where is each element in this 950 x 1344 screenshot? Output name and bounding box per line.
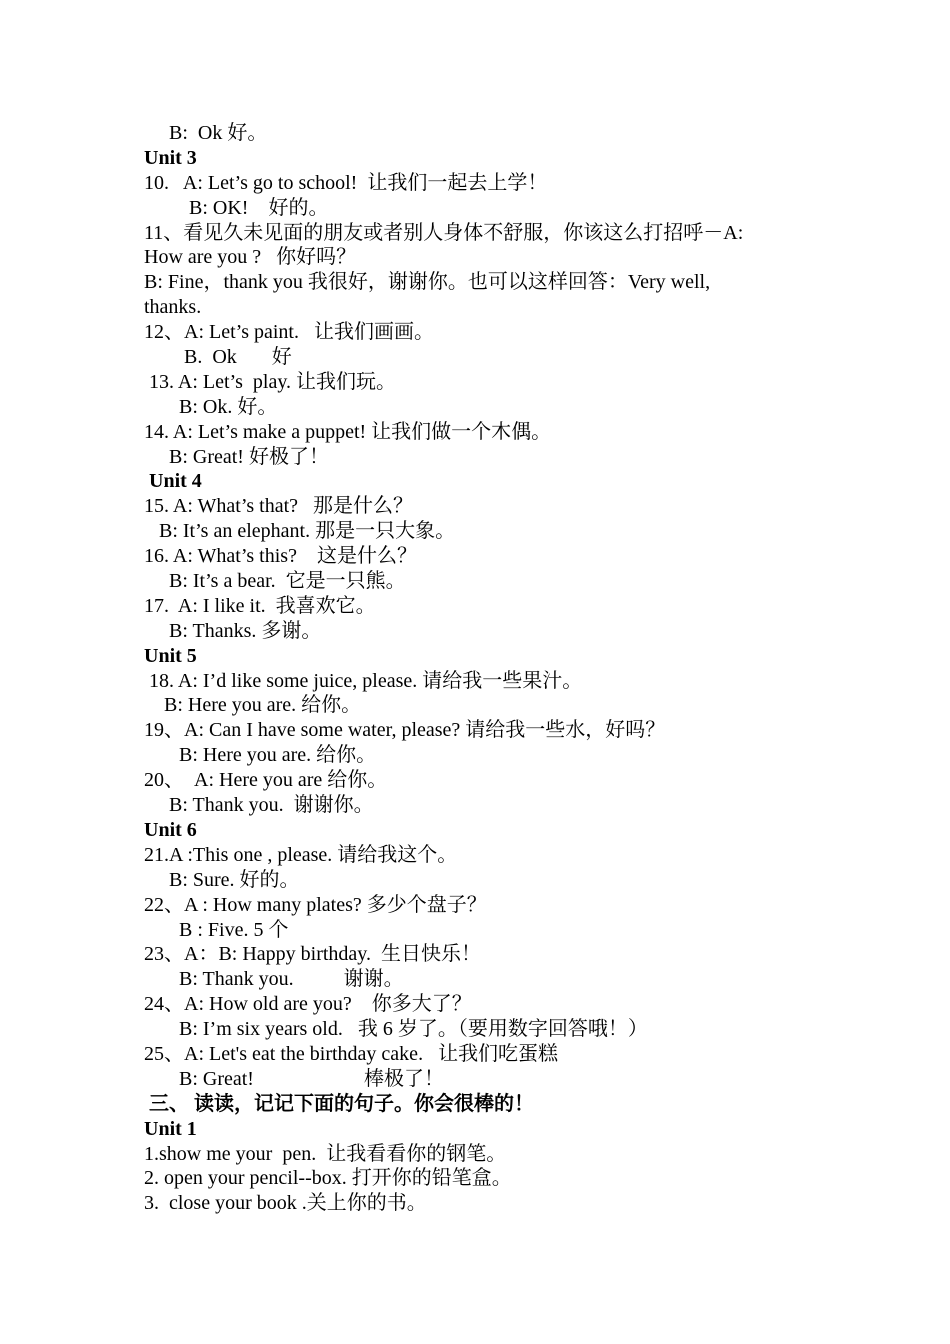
document-page	[144, 121, 808, 1216]
sentence-line: 3. close your book .关上你的书。	[144, 1192, 427, 1215]
dialogue-line: 16. A: What’s this? 这是什么？	[144, 545, 417, 568]
dialogue-line: B: Here you are. 给你。	[144, 694, 362, 717]
dialogue-line: B: It’s a bear. 它是一只熊。	[144, 570, 406, 593]
dialogue-line: 19、A: Can I have some water, please? 请给我一些水，好吗？	[144, 719, 666, 742]
sentence-line: 2. open your pencil--box. 打开你的铅笔盒。	[144, 1167, 512, 1190]
section-heading: 三、 读读，记记下面的句子。你会很棒的！	[144, 1092, 534, 1115]
dialogue-line: B: Thanks. 多谢。	[144, 619, 322, 642]
dialogue-line: B: Ok. 好。	[144, 395, 278, 418]
dialogue-line: B: Thank you. 谢谢你。	[144, 794, 374, 817]
dialogue-line: 10. A: Let’s go to school! 让我们一起去上学！	[144, 171, 548, 194]
dialogue-line: B: Great! 好极了！	[144, 445, 329, 468]
dialogue-line: B : Five. 5 个	[144, 918, 289, 941]
dialogue-line: B: Here you are. 给你。	[144, 744, 377, 767]
dialogue-line: How are you ? 你好吗？	[144, 246, 357, 269]
dialogue-line: B: Sure. 好的。	[144, 868, 300, 891]
unit-heading: Unit 5	[144, 644, 197, 667]
dialogue-line: B: Thank you. 谢谢。	[144, 968, 404, 991]
dialogue-line: B: I’m six years old. 我 6 岁了。（要用数字回答哦！）	[144, 1018, 648, 1041]
dialogue-line: 17. A: I like it. 我喜欢它。	[144, 594, 376, 617]
dialogue-line: 14. A: Let’s make a puppet! 让我们做一个木偶。	[144, 420, 552, 443]
dialogue-line: 23、A：B: Happy birthday. 生日快乐！	[144, 943, 482, 966]
dialogue-line: B: Fine，thank you 我很好，谢谢你。也可以这样回答：Very well,	[144, 271, 711, 294]
dialogue-line: 25、A: Let's eat the birthday cake. 让我们吃蛋糕	[144, 1042, 559, 1065]
dialogue-line: 15. A: What’s that? 那是什么？	[144, 495, 414, 518]
dialogue-line: 22、A : How many plates? 多少个盘子？	[144, 893, 487, 916]
dialogue-line: B: Great! 棒极了！	[144, 1067, 444, 1090]
dialogue-line: 18. A: I’d like some juice, please. 请给我一些果汁。	[144, 669, 583, 692]
dialogue-line: 13. A: Let’s play. 让我们玩。	[144, 370, 397, 393]
sentence-line: 1.show me your pen. 让我看看你的钢笔。	[144, 1142, 507, 1165]
unit-heading: Unit 6	[144, 818, 197, 841]
dialogue-line: B: Ok 好。	[144, 122, 268, 144]
dialogue-line: B: OK! 好的。	[144, 196, 329, 219]
dialogue-line: 12、A: Let’s paint. 让我们画画。	[144, 321, 434, 344]
dialogue-line: B: It’s an elephant. 那是一只大象。	[144, 520, 456, 543]
dialogue-line: 11、看见久未见面的朋友或者别人身体不舒服，你该这么打招呼－A:	[144, 221, 744, 244]
unit-heading: Unit 4	[144, 470, 202, 493]
dialogue-line: B. Ok 好	[144, 346, 292, 369]
dialogue-line: 24、A: How old are you? 你多大了？	[144, 993, 472, 1016]
unit-heading: Unit 1	[144, 1117, 197, 1140]
dialogue-line: 21.A :This one , please. 请给我这个。	[144, 843, 458, 866]
unit-heading: Unit 3	[144, 146, 197, 169]
dialogue-line: 20、 A: Here you are 给你。	[144, 769, 388, 792]
dialogue-line: thanks.	[144, 296, 202, 319]
